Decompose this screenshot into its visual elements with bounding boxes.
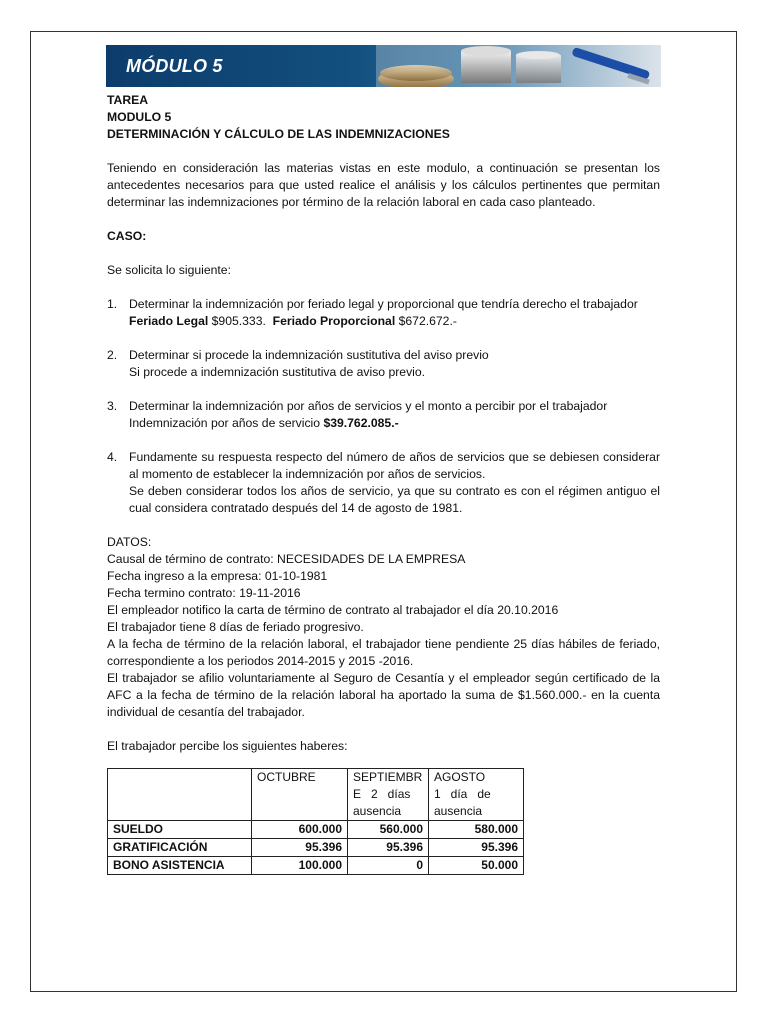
answer-prefix: Indemnización por años de servicio bbox=[129, 416, 324, 430]
table-row bbox=[108, 821, 524, 839]
haberes-table bbox=[107, 768, 524, 875]
banner-title: MÓDULO 5 bbox=[126, 56, 223, 76]
answer-value: $672.672.- bbox=[395, 314, 457, 328]
caso-label: CASO: bbox=[107, 229, 147, 243]
document-body bbox=[107, 92, 660, 875]
solicita-text: Se solicita lo siguiente: bbox=[107, 263, 231, 277]
table-row bbox=[108, 839, 524, 857]
item-answer bbox=[129, 415, 660, 432]
datos-title: DATOS: bbox=[107, 535, 152, 549]
table-row bbox=[108, 857, 524, 875]
item-question: Determinar la indemnización por años de servicios y el monto a percibir por el trabajador bbox=[129, 399, 608, 413]
answer-value: $905.333. bbox=[208, 314, 266, 328]
header-line-modulo: MODULO 5 bbox=[107, 110, 172, 124]
answer-label: Feriado Legal bbox=[129, 314, 209, 328]
datos-paragraph: El trabajador se afilio voluntariamente al Seguro de Cesantía y el empleador según certificado de la AFC a la fecha de término de la relación laboral ha aportado la suma de $1.560.000.- en la cuenta individual de cesantía del trabajador. bbox=[107, 671, 660, 719]
datos-paragraph: A la fecha de término de la relación laboral, el trabajador tiene pendiente 25 días hábiles de feriado, correspondiente a los periodos 2014-2015 y 2015 -2016. bbox=[107, 637, 660, 668]
item-answer: Se deben considerar todos los años de servicio, ya que su contrato es con el régimen antiguo el cual considera contratado después del 14 de agosto de 1981. bbox=[129, 484, 660, 515]
row-label: GRATIFICACIÓN bbox=[108, 839, 252, 857]
item-number: 1. bbox=[107, 297, 118, 311]
item-question: Fundamente su respuesta respecto del número de años de servicios que se debiesen considerar al momento de establecer la indemnización por años de servicios. bbox=[129, 450, 660, 481]
table-header-cell: OCTUBRE bbox=[252, 769, 348, 821]
table-cell: 560.000 bbox=[348, 821, 429, 839]
intro-paragraph: Teniendo en consideración las materias vistas en este modulo, a continuación se presentan los antecedentes necesarios para que usted realice el análisis y los cálculos pertinentes que permitan determinar las indemnizaciones por término de la relación laboral en cada caso planteado. bbox=[107, 161, 660, 209]
list-item bbox=[107, 347, 660, 381]
list-item bbox=[107, 398, 660, 432]
item-answer: Si procede a indemnización sustitutiva de aviso previo. bbox=[129, 365, 426, 379]
row-label: BONO ASISTENCIA bbox=[108, 857, 252, 875]
haberes-intro: El trabajador percibe los siguientes haberes: bbox=[107, 739, 348, 753]
list-item bbox=[107, 449, 660, 517]
module-banner bbox=[106, 45, 661, 87]
datos-line: El empleador notifico la carta de término de contrato al trabajador el día 20.10.2016 bbox=[107, 603, 559, 617]
row-label: SUELDO bbox=[108, 821, 252, 839]
table-cell: 580.000 bbox=[429, 821, 524, 839]
table-header-row bbox=[108, 769, 524, 821]
table-header-cell: AGOSTO 1 día de ausencia bbox=[429, 769, 524, 821]
datos-line: Fecha ingreso a la empresa: 01-10-1981 bbox=[107, 569, 328, 583]
table-header-cell: SEPTIEMBR E 2 días ausencia bbox=[348, 769, 429, 821]
header-line-tarea: TAREA bbox=[107, 93, 149, 107]
table-cell: 95.396 bbox=[348, 839, 429, 857]
answer-label: Feriado Proporcional bbox=[272, 314, 396, 328]
coins-and-pen-image bbox=[376, 45, 661, 87]
item-number: 4. bbox=[107, 450, 118, 464]
item-number: 2. bbox=[107, 348, 118, 362]
datos-line: El trabajador tiene 8 días de feriado progresivo. bbox=[107, 620, 364, 634]
item-answer bbox=[129, 313, 660, 330]
datos-line: Causal de término de contrato: NECESIDADES DE LA EMPRESA bbox=[107, 552, 466, 566]
datos-line: Fecha termino contrato: 19-11-2016 bbox=[107, 586, 301, 600]
table-cell: 95.396 bbox=[252, 839, 348, 857]
table-cell: 0 bbox=[348, 857, 429, 875]
answer-amount: $39.762.085.- bbox=[323, 416, 399, 430]
table-corner-cell bbox=[108, 769, 252, 821]
table-cell: 100.000 bbox=[252, 857, 348, 875]
list-item bbox=[107, 296, 660, 330]
item-question: Determinar si procede la indemnización sustitutiva del aviso previo bbox=[129, 348, 489, 362]
document-title: DETERMINACIÓN Y CÁLCULO DE LAS INDEMNIZACIONES bbox=[107, 127, 450, 141]
item-question: Determinar la indemnización por feriado legal y proporcional que tendría derecho el trabajador bbox=[129, 297, 638, 311]
table-cell: 95.396 bbox=[429, 839, 524, 857]
table-cell: 600.000 bbox=[252, 821, 348, 839]
table-cell: 50.000 bbox=[429, 857, 524, 875]
item-number: 3. bbox=[107, 399, 118, 413]
